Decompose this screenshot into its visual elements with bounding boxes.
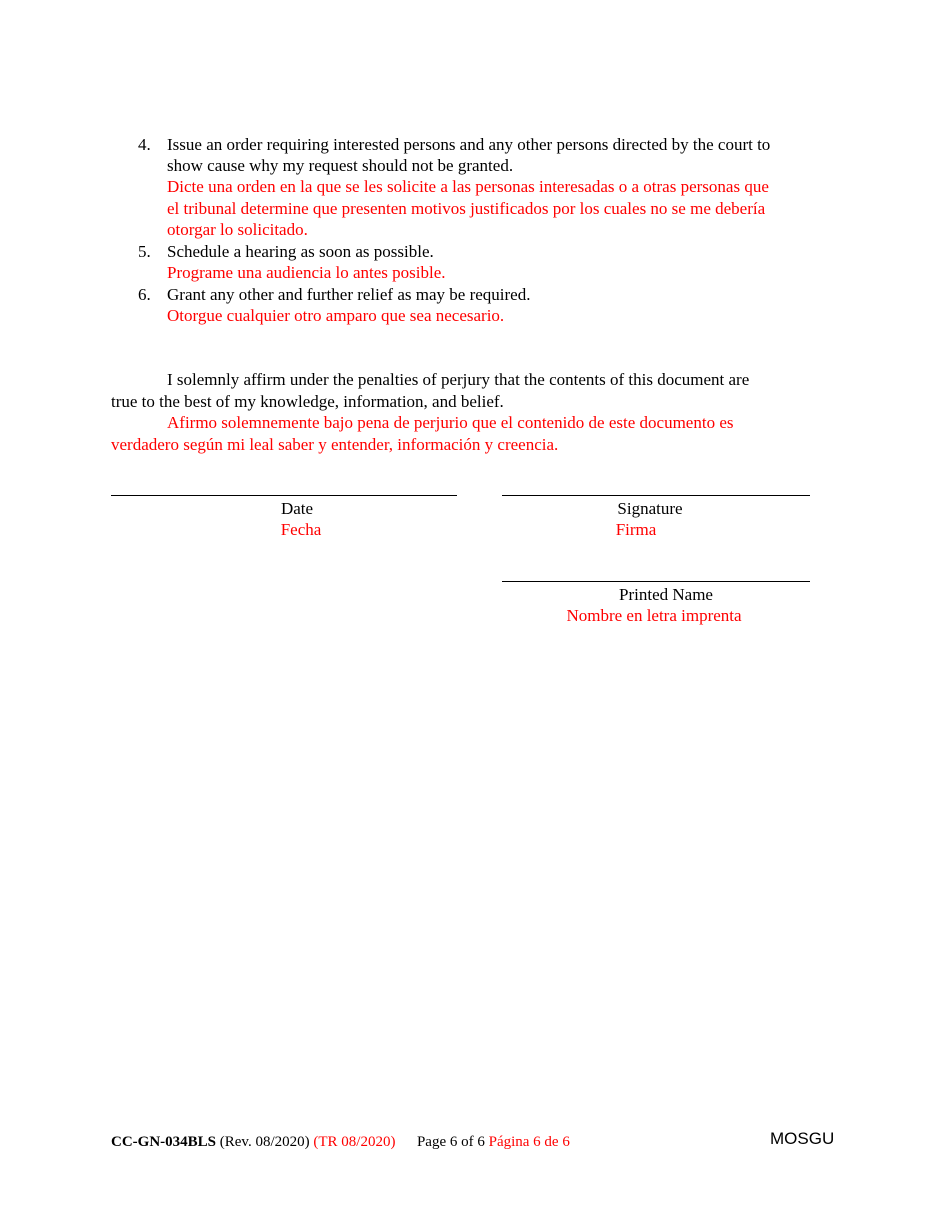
list-item-number: 4. (138, 135, 151, 154)
date-label-es: Fecha (280, 520, 322, 539)
list-item-text-en: Schedule a hearing as soon as possible. (167, 242, 434, 261)
list-item-text-es: Dicte una orden en la que se les solicite a las personas interesadas o a otras personas que (167, 177, 769, 196)
list-item-number: 6. (138, 285, 151, 304)
affirmation-text-en: true to the best of my knowledge, information, and belief. (111, 392, 504, 411)
page-number-es: Página 6 de 6 (488, 1134, 570, 1150)
list-item-text-es: otorgar lo solicitado. (167, 220, 308, 239)
signature-line[interactable] (502, 495, 810, 496)
list-item-text-es: Otorgue cualquier otro amparo que sea necesario. (167, 306, 505, 325)
form-revision: (Rev. 08/2020) (219, 1134, 310, 1150)
list-item-text-en: Grant any other and further relief as may be required. (167, 285, 531, 304)
date-label: Date (280, 499, 314, 518)
form-id: CC-GN-034BLS (111, 1134, 217, 1150)
list-item-text-es: Programe una audiencia lo antes posible. (167, 263, 446, 282)
translation-revision: (TR 08/2020) (313, 1134, 396, 1150)
affirmation-text-en: I solemnly affirm under the penalties of perjury that the contents of this document are (167, 370, 750, 389)
date-line[interactable] (111, 495, 457, 496)
page-number-en: Page 6 of 6 (416, 1134, 485, 1150)
signature-label-es: Firma (615, 520, 657, 539)
list-item-number: 5. (138, 242, 151, 261)
list-item-text-en: Issue an order requiring interested persons and any other persons directed by the court to (167, 135, 771, 154)
affirmation-text-es: verdadero según mi leal saber y entender, información y creencia. (111, 435, 559, 454)
page-footer (111, 1134, 570, 1151)
printed-name-label: Printed Name (619, 585, 713, 604)
printed-name-label-es: Nombre en letra imprenta (566, 606, 742, 625)
list-item-text-es: el tribunal determine que presenten motivos justificados por los cuales no se me debería (167, 199, 766, 218)
signature-label: Signature (617, 499, 683, 518)
list-item-text-en: show cause why my request should not be granted. (167, 156, 514, 175)
affirmation-text-es: Afirmo solemnemente bajo pena de perjurio que el contenido de este documento es (167, 413, 734, 432)
form-code: MOSGU (770, 1129, 835, 1148)
printed-name-line[interactable] (502, 581, 810, 582)
